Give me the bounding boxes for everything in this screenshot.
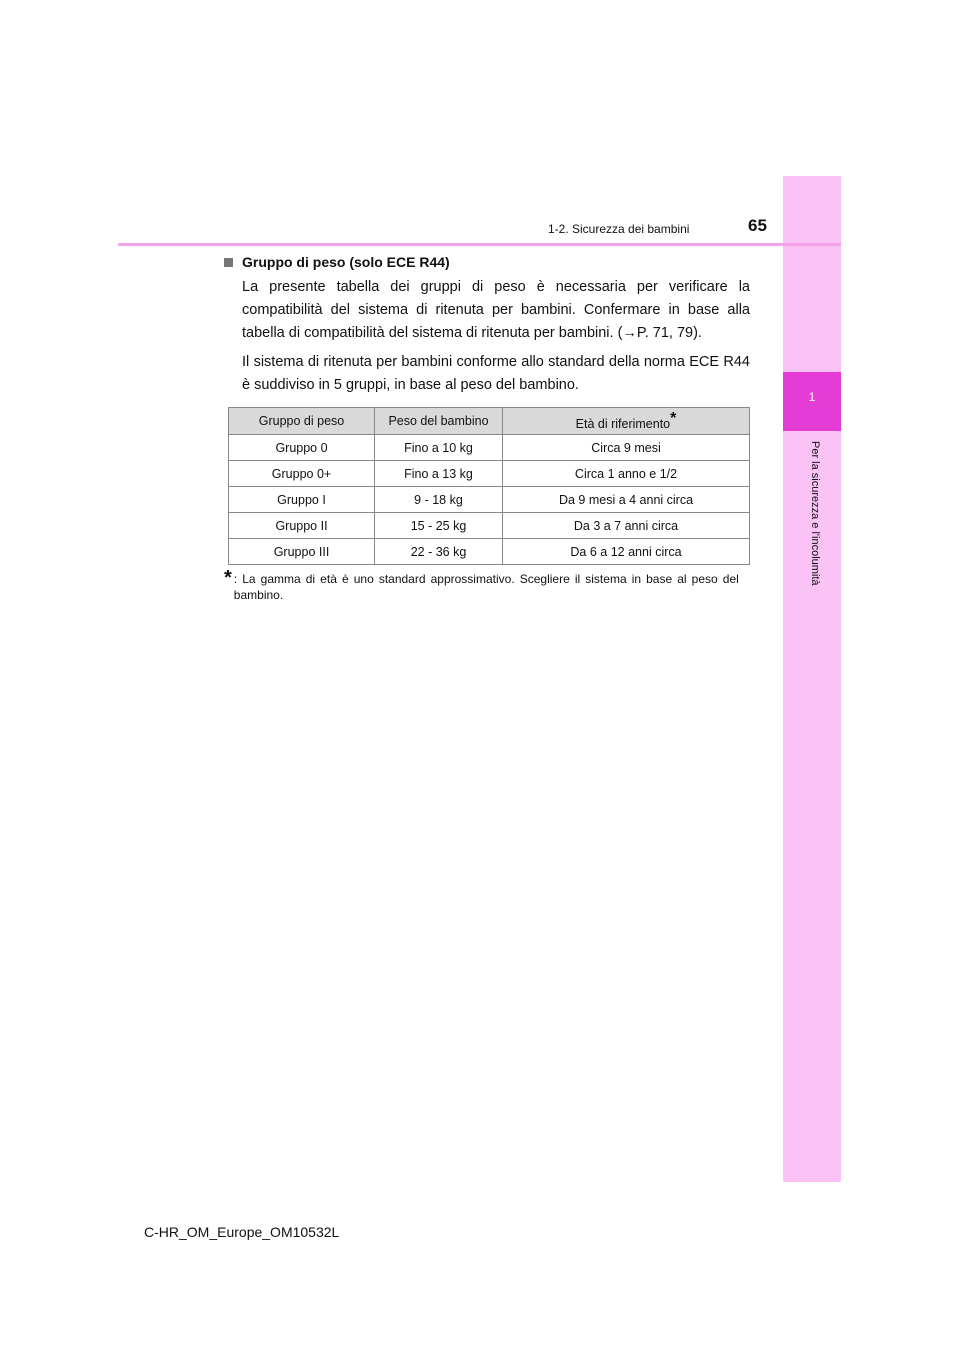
paragraph-groups: Il sistema di ritenuta per bambini conforme allo standard della norma ECE R44 è suddiviso in 5 gruppi, in base al peso del bambino. — [242, 354, 750, 393]
footnote-asterisk: * — [224, 567, 232, 589]
table-row — [229, 539, 750, 565]
asterisk-mark: * — [670, 410, 677, 428]
footnote-text: : La gamma di età è uno standard approssimativo. Scegliere il sistema in base al peso del bambino. — [233, 572, 739, 602]
paragraph-compatibility: La presente tabella dei gruppi di peso è necessaria per verificare la compatibilità del sistema di ritenuta per bambini. Confermare in base alla tabella di compatibilità del sistema di ritenuta per bambini. (→P. 71, 79). — [242, 279, 750, 341]
section-heading — [224, 254, 750, 270]
cell-weight: 15 - 25 kg — [375, 513, 503, 539]
heading-text: Gruppo di peso (solo ECE R44) — [242, 254, 450, 270]
square-bullet-icon — [224, 258, 233, 267]
table-row — [229, 435, 750, 461]
cell-weight: Fino a 10 kg — [375, 435, 503, 461]
chapter-side-band — [783, 176, 841, 1182]
cell-weight: 9 - 18 kg — [375, 487, 503, 513]
header-child-weight: Peso del bambino — [375, 408, 503, 435]
cell-group: Gruppo 0 — [229, 435, 375, 461]
table-row — [229, 461, 750, 487]
main-content — [224, 254, 750, 603]
cell-group: Gruppo II — [229, 513, 375, 539]
table-row — [229, 513, 750, 539]
header-reference-age — [503, 408, 750, 435]
chapter-title: Per la sicurezza e l'incolumità — [809, 441, 821, 586]
cell-age: Circa 9 mesi — [503, 435, 750, 461]
weight-group-table — [228, 407, 750, 565]
cell-weight: 22 - 36 kg — [375, 539, 503, 565]
cell-age: Circa 1 anno e 1/2 — [503, 461, 750, 487]
cell-age: Da 6 a 12 anni circa — [503, 539, 750, 565]
document-code: C-HR_OM_Europe_OM10532L — [144, 1224, 340, 1240]
header-rule — [118, 243, 841, 246]
cell-group: Gruppo I — [229, 487, 375, 513]
cell-group: Gruppo III — [229, 539, 375, 565]
cell-age: Da 3 a 7 anni circa — [503, 513, 750, 539]
cell-group: Gruppo 0+ — [229, 461, 375, 487]
chapter-number: 1 — [808, 390, 816, 404]
page-number: 65 — [748, 216, 767, 235]
header-weight-group: Gruppo di peso — [229, 408, 375, 435]
cell-weight: Fino a 13 kg — [375, 461, 503, 487]
header-reference-age-text: Età di riferimento — [575, 417, 671, 432]
footnote — [224, 567, 750, 603]
section-title: 1-2. Sicurezza dei bambini — [548, 222, 690, 236]
cell-age: Da 9 mesi a 4 anni circa — [503, 487, 750, 513]
table-header-row — [229, 408, 750, 435]
table-row — [229, 487, 750, 513]
